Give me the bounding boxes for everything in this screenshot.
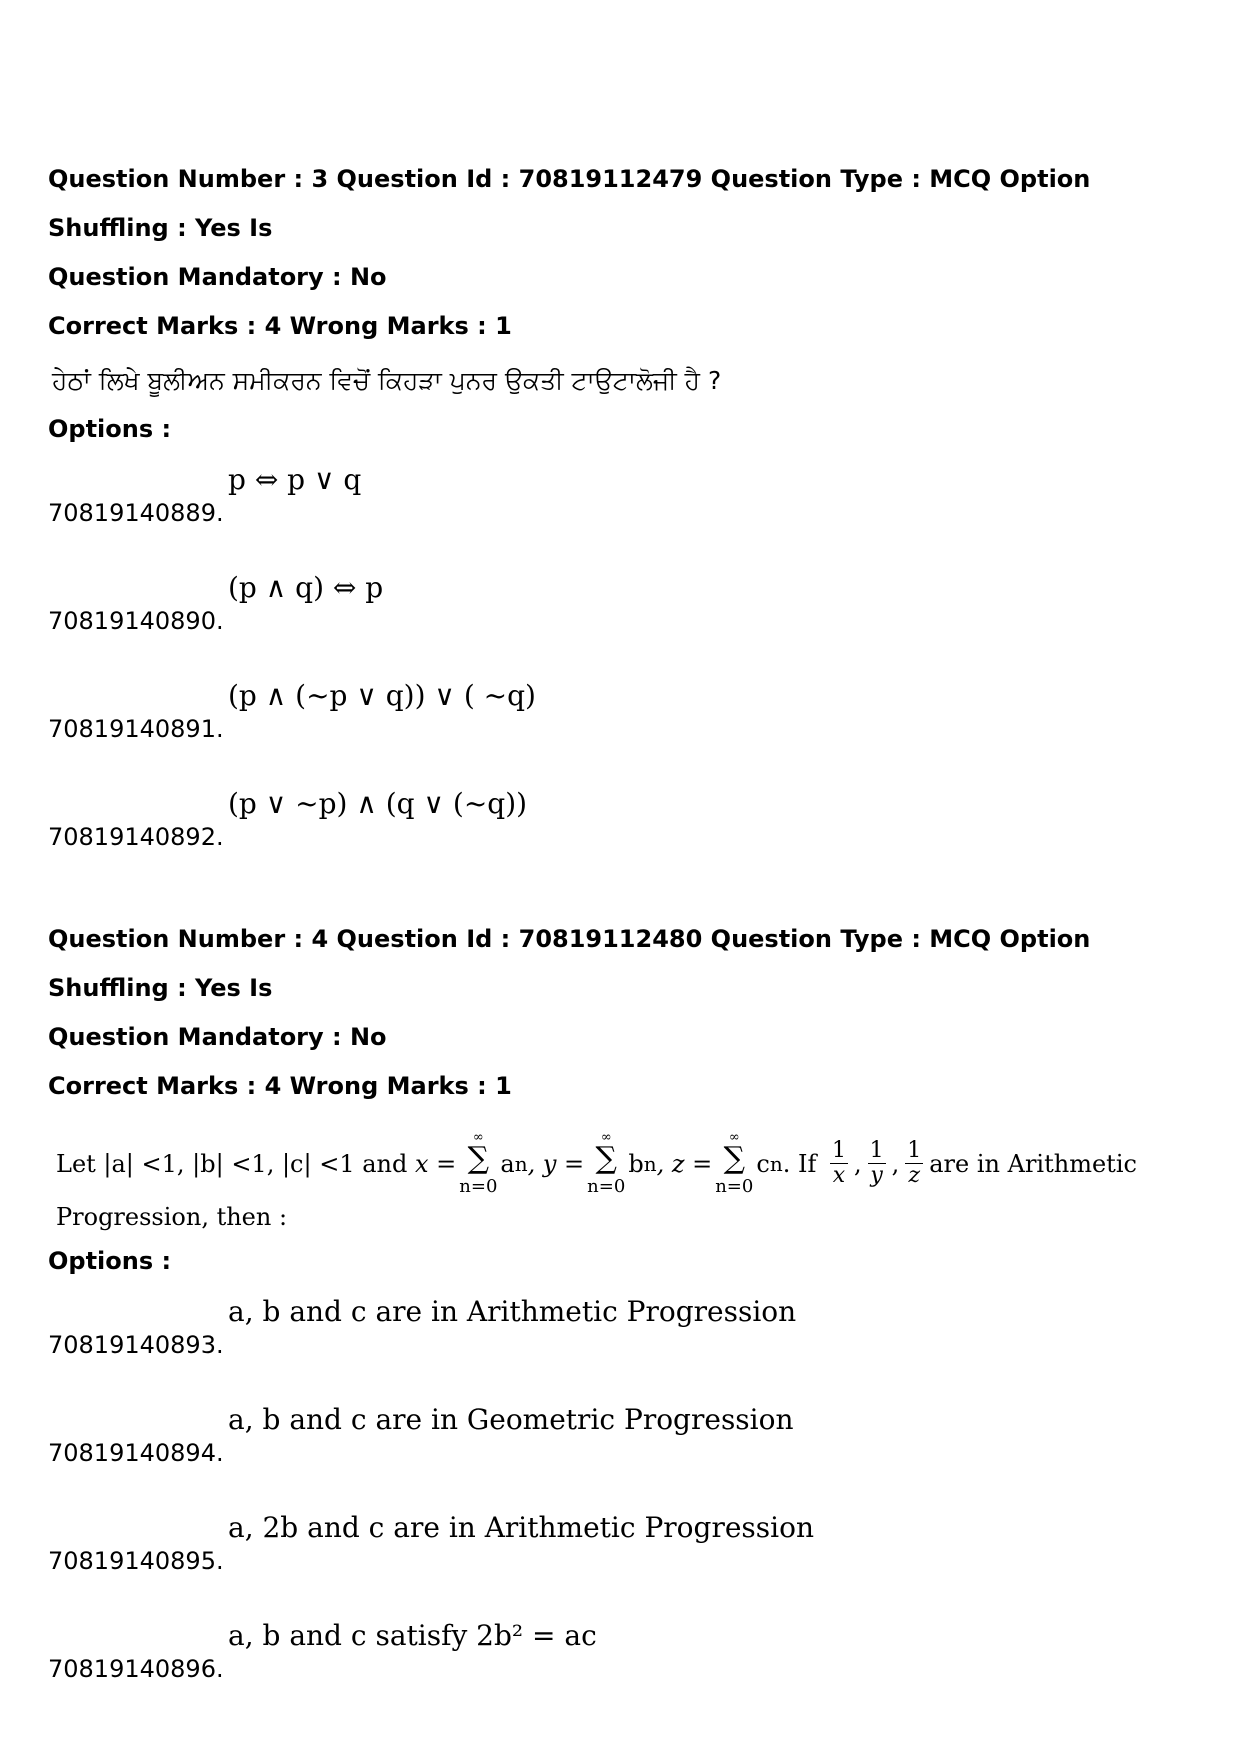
question-header-line1: Question Number : 4 Question Id : 70819112480 Question Type : MCQ Option Shuffling : Yes Is <box>48 925 1091 1002</box>
z-base: c <box>756 1149 770 1178</box>
option-text: (p ∨ ~p) ∧ (q ∨ (~q)) <box>228 787 528 820</box>
question-header-line2: Question Mandatory : No <box>48 263 387 291</box>
option-id: 70819140891. <box>48 715 224 743</box>
option-text: a, b and c are in Arithmetic Progression <box>228 1295 797 1328</box>
question-stem-math <box>48 1111 1208 1241</box>
sum-upper: ∞ <box>728 1130 740 1145</box>
option-item <box>48 679 1208 787</box>
option-id: 70819140892. <box>48 823 224 851</box>
fraction-1-over-z: $\frac{1}{z}$ <box>907 1137 922 1188</box>
option-item <box>48 1619 1208 1727</box>
options-label: Options : <box>48 415 172 443</box>
option-id: 70819140889. <box>48 499 224 527</box>
sum-lower: n=0 <box>715 1176 754 1197</box>
exponent: n <box>643 1151 657 1176</box>
sum-symbol: ∞ ∑ n=0 <box>459 1130 498 1197</box>
sum-upper: ∞ <box>472 1130 484 1145</box>
fraction-1-over-x: $\frac{1}{x}$ <box>831 1137 846 1188</box>
option-text: a, b and c are in Geometric Progression <box>228 1403 794 1436</box>
x-base: a <box>500 1149 515 1178</box>
question-header-line2: Question Mandatory : No <box>48 1023 387 1051</box>
sum-lower: n=0 <box>459 1176 498 1197</box>
option-text: a, 2b and c are in Arithmetic Progression <box>228 1511 815 1544</box>
option-item <box>48 787 1208 895</box>
option-id: 70819140894. <box>48 1439 224 1467</box>
exponent: n <box>769 1151 783 1176</box>
x-term: x = <box>414 1149 457 1178</box>
sum-lower: n=0 <box>587 1176 626 1197</box>
sum-upper: ∞ <box>600 1130 612 1145</box>
option-text: p ⇔ p ∨ q <box>228 463 362 496</box>
option-item <box>48 1511 1208 1619</box>
stem-lead: Let |a| <1, |b| <1, |c| <1 and <box>56 1149 408 1178</box>
option-item <box>48 463 1208 571</box>
option-item <box>48 1403 1208 1511</box>
question-header-line1: Question Number : 3 Question Id : 70819112479 Question Type : MCQ Option Shuffling : Yes Is <box>48 165 1091 242</box>
marks-line: Correct Marks : 4 Wrong Marks : 1 <box>48 1072 512 1100</box>
option-text: a, b and c satisfy 2b² = ac <box>228 1619 597 1652</box>
sum-symbol: ∞ ∑ n=0 <box>715 1130 754 1197</box>
option-id: 70819140896. <box>48 1655 224 1683</box>
math-stem-line2: Progression, then : <box>56 1203 288 1231</box>
z-term: , z = <box>656 1149 713 1178</box>
question-block-4 <box>48 915 1208 1727</box>
option-text: (p ∧ q) ⇔ p <box>228 571 384 604</box>
options-label: Options : <box>48 1247 172 1275</box>
if-text: . If <box>782 1149 817 1178</box>
option-id: 70819140895. <box>48 1547 224 1575</box>
exponent: n <box>514 1151 528 1176</box>
option-item <box>48 571 1208 679</box>
option-item <box>48 1295 1208 1403</box>
math-stem-line1: Let |a| <1, |b| <1, |c| <1 and x = ∞ ∑ n=0 a n , y = ∞ ∑ n=0 b n , z = ∞ ∑ n=0 c n . If $\frac{1}{x}$ , $\frac{1}{y}$ , $\frac{1}{z}$ are in Arithmetic <box>56 1130 1137 1197</box>
y-base: b <box>628 1149 644 1178</box>
marks-line: Correct Marks : 4 Wrong Marks : 1 <box>48 312 512 340</box>
sum-symbol: ∞ ∑ n=0 <box>587 1130 626 1197</box>
option-id: 70819140890. <box>48 607 224 635</box>
y-term: , y = <box>527 1149 585 1178</box>
stem-tail: are in Arithmetic <box>929 1149 1137 1178</box>
option-text: (p ∧ (~p ∨ q)) ∨ ( ~q) <box>228 679 536 712</box>
question-block-3 <box>48 155 1208 895</box>
option-id: 70819140893. <box>48 1331 224 1359</box>
fraction-1-over-y: $\frac{1}{y}$ <box>869 1137 884 1188</box>
question-stem: ਹੇਠਾਂ ਲਿਖੇ ਬੂਲੀਅਨ ਸਮੀਕਰਨ ਵਿਚੋਂ ਕਿਹੜਾ ਪੁਨਰ ਉਕਤੀ ਟਾਉਟਾਲੋਜੀ ਹੈ ? <box>52 366 722 395</box>
